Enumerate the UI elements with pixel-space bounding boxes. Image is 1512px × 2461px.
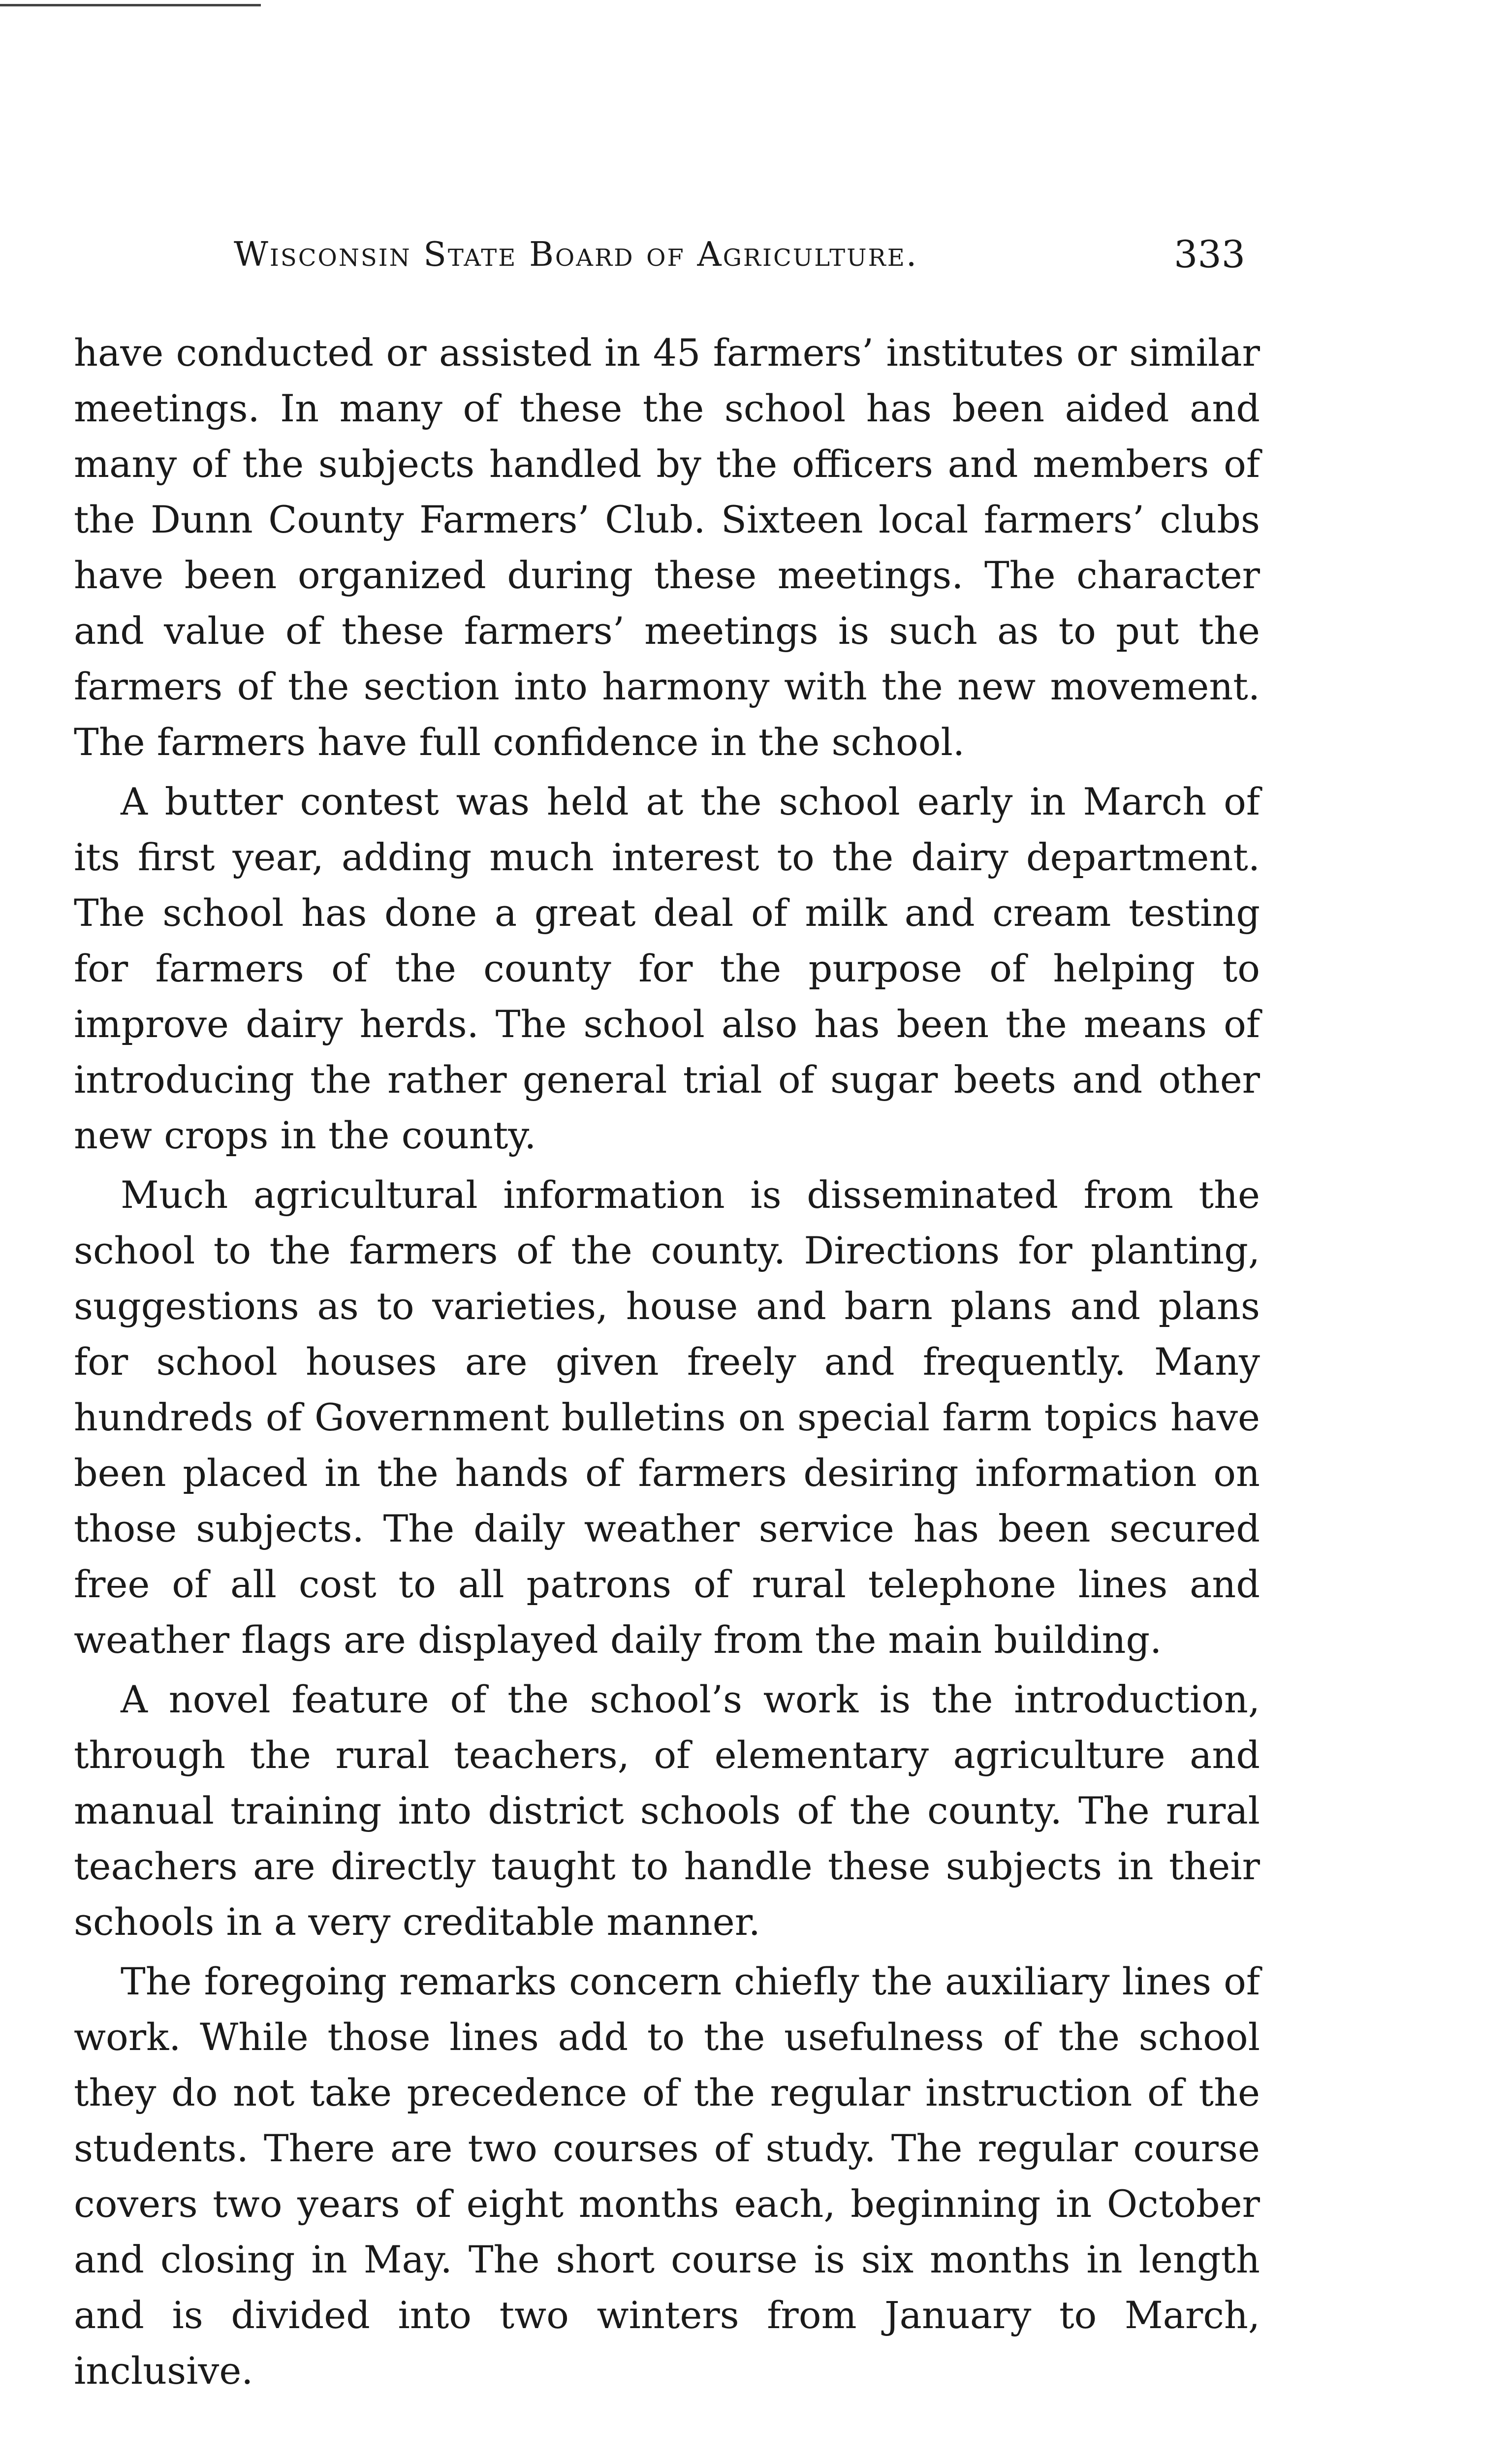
paragraph-courses-of-study: The foregoing remarks concern chiefly the auxiliary lines of work. While those lines add to the usefulness of the school they do not take precedence of the regular instruction of the students. There are two courses of study. The regular course covers two years of eight months each, beginning in October and closing in May. The short course is six months in length and is divided into two winters from January to March, inclusive. (74, 1959, 1260, 2393)
paragraph-continued: have conducted or assisted in 45 farmers’ institutes or similar meetings. In many of these the school has been aided and many of the subjects handled by the officers and members of the Dunn County Farmers’ Club. Sixteen local farmers’ clubs have been organized during these meetings. The character and value of these farmers’ meetings is such as to put the farmers of the section into harmony with the new movement. The farmers have full confidence in the school. (74, 331, 1260, 764)
page-body (74, 325, 1260, 2398)
top-edge-rule (0, 4, 261, 6)
paragraph-agricultural-information: Much agricultural information is disseminated from the school to the farmers of the county. Directions for planting, suggestions as to varieties, house and barn plans and plans for school houses are given freely and frequently. Many hundreds of Government bulletins on special farm topics have been placed in the hands of farmers desiring information on those subjects. The daily weather service has been secured free of all cost to all patrons of rural telephone lines and weather flags are displayed daily from the main building. (74, 1173, 1260, 1662)
paragraph-butter-contest: A butter contest was held at the school early in March of its first year, adding much interest to the dairy department. The school has done a great deal of milk and cream testing for farmers of the county for the purpose of helping to improve dairy herds. The school also has been the means of introducing the rather general trial of sugar beets and other new crops in the county. (74, 780, 1260, 1157)
page-number: 333 (1174, 232, 1246, 276)
running-head: Wisconsin State Board of Agriculture. (234, 235, 918, 274)
paragraph-novel-feature: A novel feature of the school’s work is the introduction, through the rural teachers, of elementary agriculture and manual training into district schools of the county. The rural teachers are directly taught to handle these subjects in their schools in a very creditable manner. (74, 1677, 1260, 1944)
